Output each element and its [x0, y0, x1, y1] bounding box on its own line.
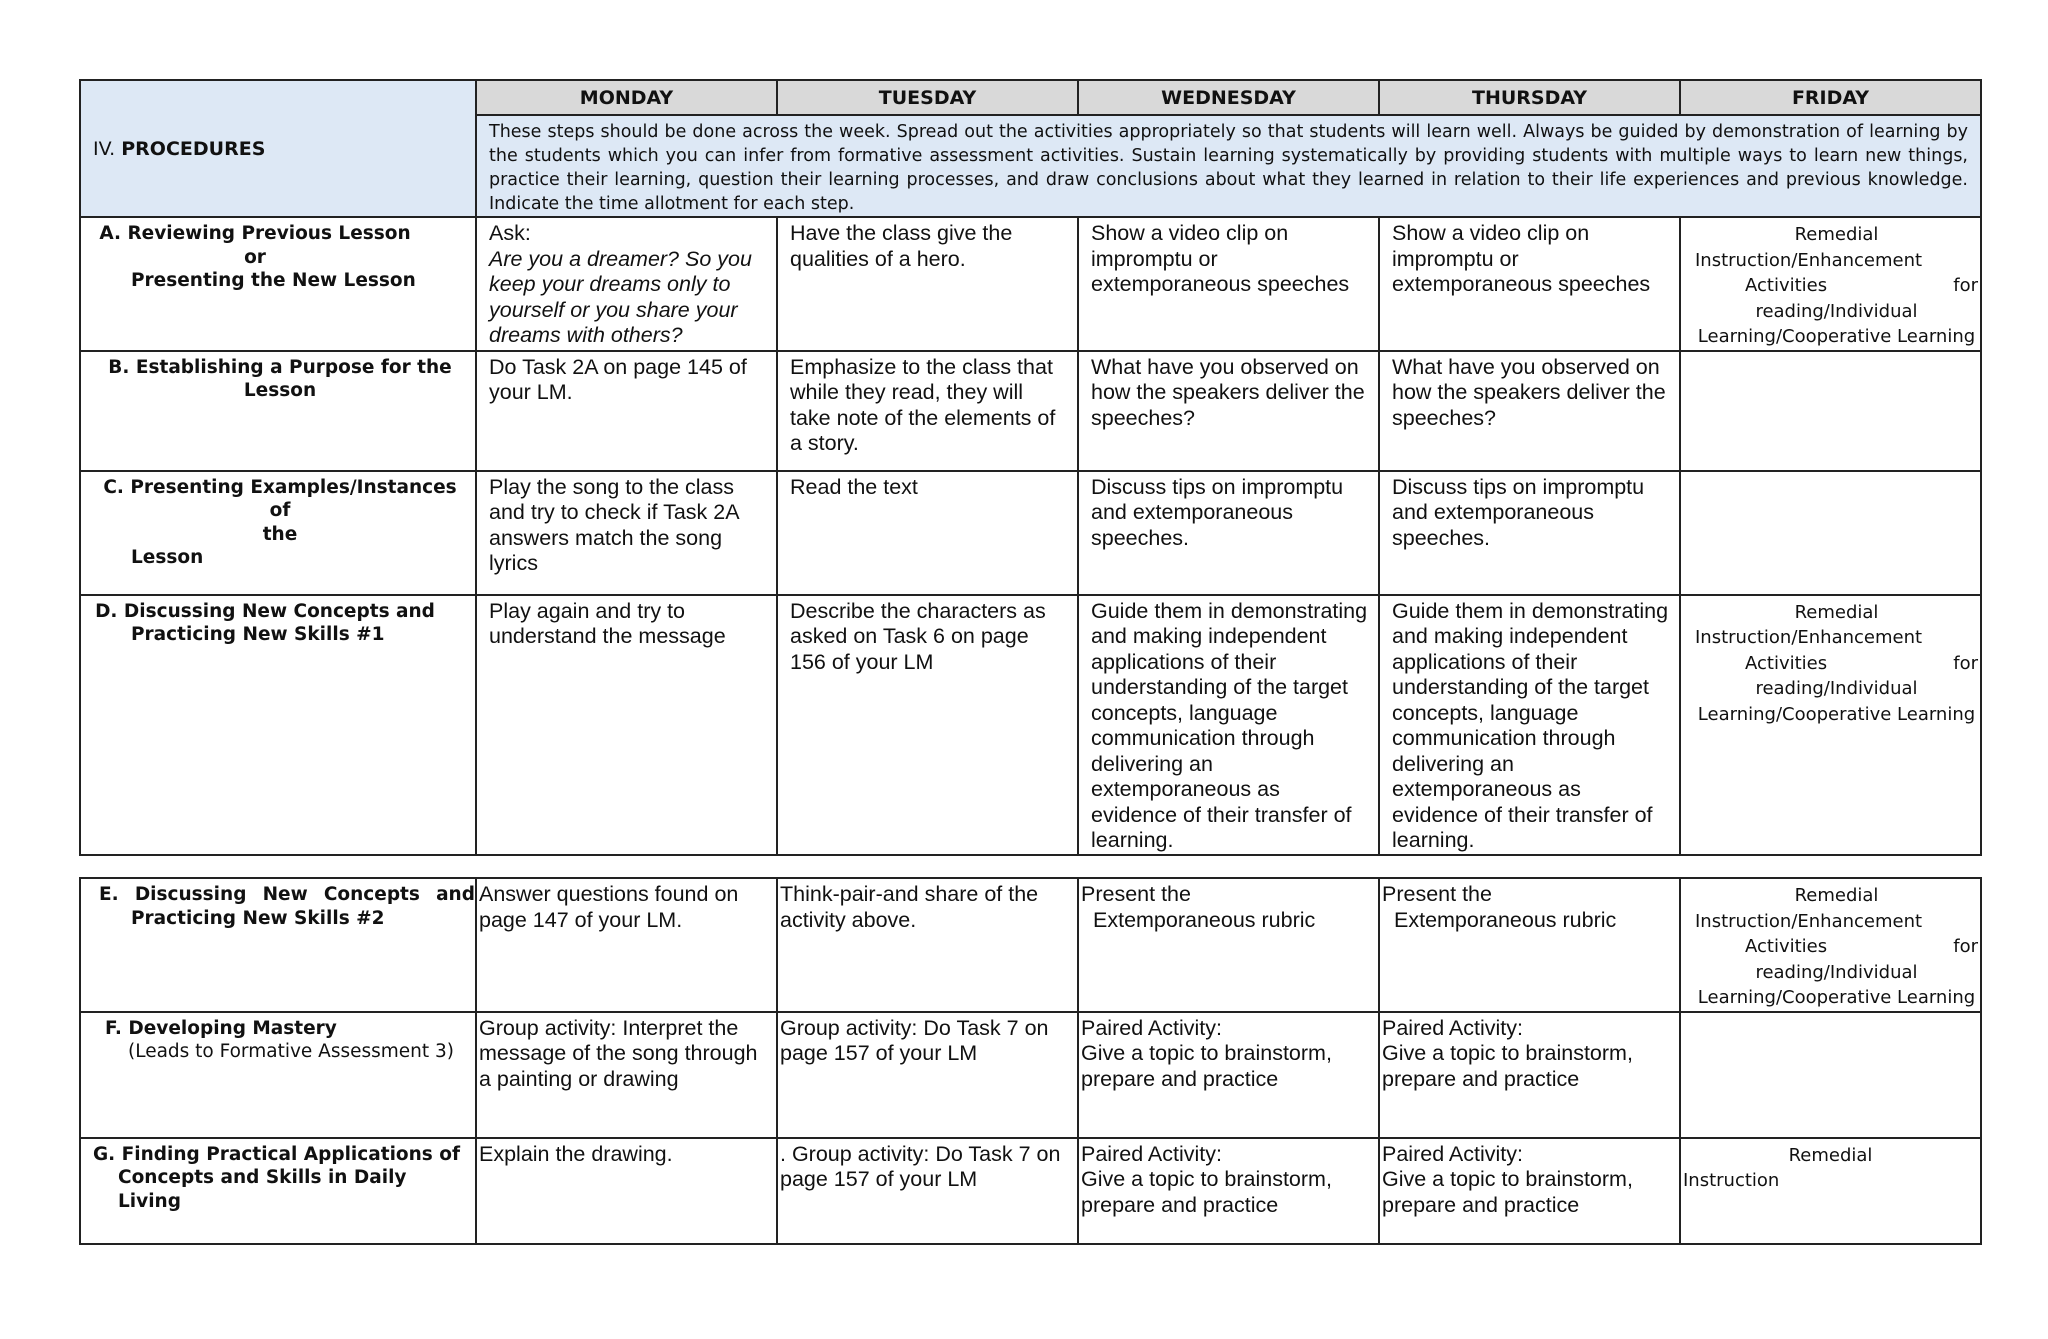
row-label-c: C. Presenting Examples/Instances of the Lesson	[80, 471, 476, 595]
procedures-prefix: IV.	[93, 137, 116, 160]
cell-c-monday: Play the song to the class and try to check if Task 2A answers match the song lyrics	[476, 471, 777, 595]
table-row	[80, 351, 1981, 471]
table-row	[80, 878, 1981, 1012]
procedures-instructions: These steps should be done across the week. Spread out the activities appropriately so that students will learn well. Always be guided by demonstration of learning by the students which you can infer from formative assessment activities. Sustain learning systematically by providing students with multiple ways to learn new things, practice their learning, question their learning processes, and draw conclusions about what they learned in relation to their life experiences and previous knowledge. Indicate the time allotment for each step.	[476, 115, 1981, 217]
cell-a-monday: Ask: Are you a dreamer? So you keep your dreams only to yourself or you share your dreams with others?	[476, 217, 777, 351]
cell-b-tuesday: Emphasize to the class that while they read, they will take note of the elements of a story.	[777, 351, 1078, 471]
table-row	[80, 471, 1981, 595]
cell-f-wednesday: Paired Activity: Give a topic to brainstorm, prepare and practice	[1078, 1012, 1379, 1138]
cell-b-friday	[1680, 351, 1981, 471]
cell-g-wednesday: Paired Activity: Give a topic to brainstorm, prepare and practice	[1078, 1138, 1379, 1244]
cell-e-thursday: Present the Extemporaneous rubric	[1379, 878, 1680, 1012]
cell-c-wednesday: Discuss tips on impromptu and extemporaneous speeches.	[1078, 471, 1379, 595]
procedures-heading	[80, 80, 476, 217]
cell-g-friday: Remedial Instruction	[1680, 1138, 1981, 1244]
procedures-table-part-1	[79, 79, 1982, 856]
cell-b-monday: Do Task 2A on page 145 of your LM.	[476, 351, 777, 471]
row-label-g: G. Finding Practical Applications of Concepts and Skills in Daily Living	[80, 1138, 476, 1244]
cell-e-friday: Remedial Instruction/Enhancement Activities for reading/Individual Learning/Cooperative Learning	[1680, 878, 1981, 1012]
row-label-d: D. Discussing New Concepts and Practicing New Skills #1	[80, 595, 476, 855]
cell-c-tuesday: Read the text	[777, 471, 1078, 595]
table-row	[80, 1012, 1981, 1138]
procedures-table-part-2	[79, 877, 1982, 1245]
cell-c-thursday: Discuss tips on impromptu and extemporaneous speeches.	[1379, 471, 1680, 595]
day-header-wednesday: WEDNESDAY	[1078, 80, 1379, 115]
row-label-b: B. Establishing a Purpose for the Lesson	[80, 351, 476, 471]
cell-f-friday	[1680, 1012, 1981, 1138]
cell-d-monday: Play again and try to understand the message	[476, 595, 777, 855]
cell-a-thursday: Show a video clip on impromptu or extemporaneous speeches	[1379, 217, 1680, 351]
day-header-thursday: THURSDAY	[1379, 80, 1680, 115]
cell-d-tuesday: Describe the characters as asked on Task 6 on page 156 of your LM	[777, 595, 1078, 855]
row-label-f: F. Developing Mastery (Leads to Formative Assessment 3)	[80, 1012, 476, 1138]
cell-b-thursday: What have you observed on how the speakers deliver the speeches?	[1379, 351, 1680, 471]
cell-a-wednesday: Show a video clip on impromptu or extemporaneous speeches	[1078, 217, 1379, 351]
cell-f-thursday: Paired Activity: Give a topic to brainstorm, prepare and practice	[1379, 1012, 1680, 1138]
day-header-monday: MONDAY	[476, 80, 777, 115]
table-row	[80, 1138, 1981, 1244]
table-row	[80, 595, 1981, 855]
cell-f-monday: Group activity: Interpret the message of the song through a painting or drawing	[476, 1012, 777, 1138]
cell-f-tuesday: Group activity: Do Task 7 on page 157 of your LM	[777, 1012, 1078, 1138]
table-row	[80, 217, 1981, 351]
cell-d-friday: Remedial Instruction/Enhancement Activities for reading/Individual Learning/Cooperative Learning	[1680, 595, 1981, 855]
cell-e-monday: Answer questions found on page 147 of your LM.	[476, 878, 777, 1012]
cell-g-thursday: Paired Activity: Give a topic to brainstorm, prepare and practice	[1379, 1138, 1680, 1244]
cell-d-thursday: Guide them in demonstrating and making independent applications of their understanding of the target concepts, language communication through delivering an extemporaneous as evidence of their transfer of learning.	[1379, 595, 1680, 855]
cell-a-friday: Remedial Instruction/Enhancement Activities for reading/Individual Learning/Cooperative Learning	[1680, 217, 1981, 351]
cell-c-friday	[1680, 471, 1981, 595]
day-header-friday: FRIDAY	[1680, 80, 1981, 115]
cell-a-tuesday: Have the class give the qualities of a hero.	[777, 217, 1078, 351]
day-header-tuesday: TUESDAY	[777, 80, 1078, 115]
cell-d-wednesday: Guide them in demonstrating and making independent applications of their understanding of the target concepts, language communication through delivering an extemporaneous as evidence of their transfer of learning.	[1078, 595, 1379, 855]
cell-e-tuesday: Think-pair-and share of the activity above.	[777, 878, 1078, 1012]
cell-b-wednesday: What have you observed on how the speakers deliver the speeches?	[1078, 351, 1379, 471]
cell-e-wednesday: Present the Extemporaneous rubric	[1078, 878, 1379, 1012]
cell-g-monday: Explain the drawing.	[476, 1138, 777, 1244]
row-label-a: A. Reviewing Previous Lesson or Presenting the New Lesson	[80, 217, 476, 351]
procedures-title: PROCEDURES	[121, 137, 266, 160]
cell-g-tuesday: . Group activity: Do Task 7 on page 157 of your LM	[777, 1138, 1078, 1244]
row-label-e: E. Discussing New Concepts and Practicing New Skills #2	[80, 878, 476, 1012]
